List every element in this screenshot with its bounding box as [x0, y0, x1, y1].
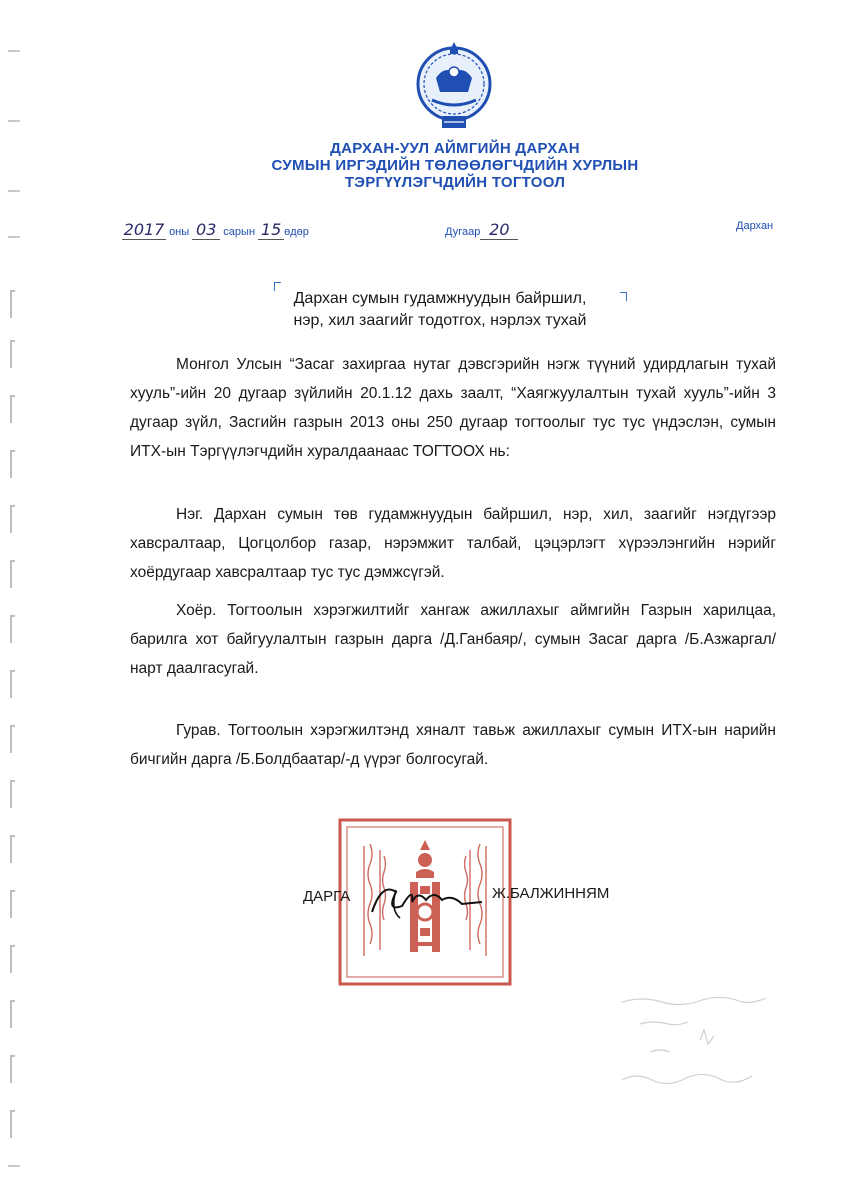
date-day: 15 [258, 220, 284, 240]
paragraph-two: Хоёр. Тогтоолын хэрэгжилтийг хангаж ажиллахыг аймгийн Газрын харилцаа, барилга хот байгуулалтын газрын дарга /Д.Ганбаяр/, сумын Засаг дарга /Б.Азжаргал/ нарт даалгасугай. [130, 602, 776, 677]
org-line-3: ТЭРГҮҮЛЭГЧДИЙН ТОГТООЛ [344, 174, 566, 191]
year-label: оны [169, 226, 190, 238]
state-emblem-icon [414, 38, 494, 134]
paragraph-three: Гурав. Тогтоолын хэрэгжилтэнд хяналт тавьж ажиллахыг сумын ИТХ-ын нарийн бичгийн дарга /Б.Болдбаатар/-д үүрэг болгосугай. [130, 722, 776, 768]
month-label: сарын [223, 226, 256, 238]
paragraph-one: Нэг. Дархан сумын төв гудамжнуудын байршил, нэр, хил, заагийг нэгдүгээр хавсралтаар, Цогцолбор газар, нэрэмжит талбай, цэцэрлэгт хүрээлэнгийн нэрийг хоёрдугаар хавсралтаар тус тус дэмжсүгэй. [130, 506, 776, 581]
paragraph-preamble: Монгол Улсын “Засаг захиргаа нутаг дэвсгэрийн нэгж түүний удирдлагын тухай хууль”-ийн 20 дугаар зүйлийн 20.1.12 дахь заалт, “Хаягжуулалтын тухай хууль”-ийн 3 дугаар зүйл, Засгийн газрын 2013 оны 250 дугаар тогтоолыг тус тус үндэслэн, сумын ИТХ-ын Тэргүүлэгчдийн хуралдаанаас ТОГТООХ нь: [130, 356, 776, 460]
title-line-2: нэр, хил заагийг тодотгох, нэрлэх тухай [293, 312, 587, 329]
day-label: өдөр [284, 226, 309, 238]
organization-header [240, 140, 670, 191]
signatory-title: ДАРГА [303, 888, 351, 905]
signatory-name: Ж.БАЛЖИННЯМ [492, 885, 610, 902]
number-line [445, 220, 518, 240]
date-line [122, 220, 309, 240]
document-number: 20 [480, 220, 518, 240]
binding-marks [4, 0, 24, 1202]
bleed-through-marks [620, 990, 770, 1110]
date-month: 03 [192, 220, 220, 240]
handwritten-signature [366, 872, 496, 922]
place-label: Дархан [736, 220, 774, 232]
title-line-1: Дархан сумын гудамжнуудын байршил, [293, 290, 587, 307]
org-line-2: СУМЫН ИРГЭДИЙН ТӨЛӨӨЛӨГЧДИЙН ХУРЛЫН [271, 157, 639, 174]
date-year: 2017 [123, 220, 165, 239]
document-title [250, 288, 630, 332]
number-label: Дугаар [445, 226, 481, 238]
org-line-1: ДАРХАН-УУЛ АЙМГИЙН ДАРХАН [330, 140, 580, 157]
